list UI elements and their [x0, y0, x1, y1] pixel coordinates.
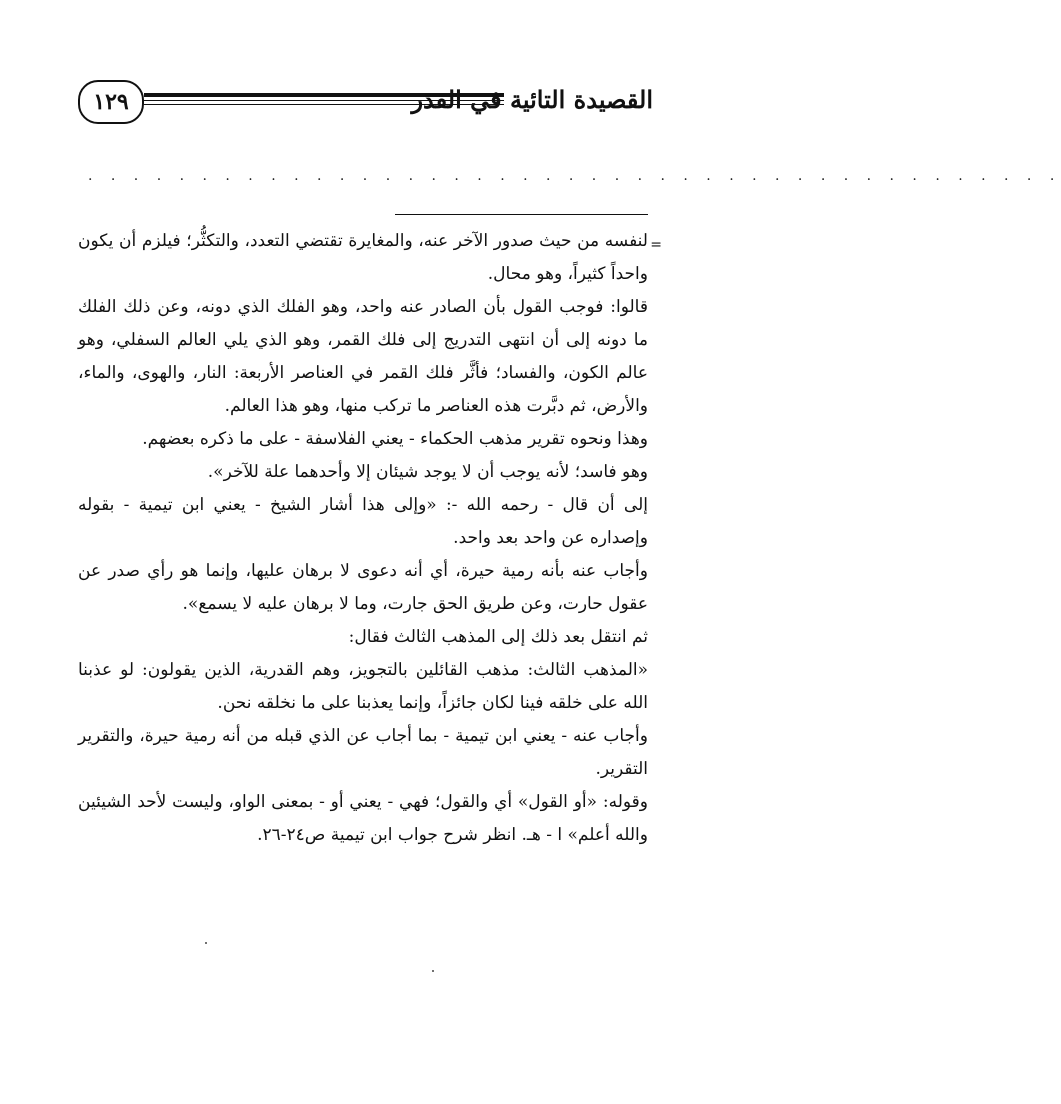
footnote-continuation: [78, 225, 662, 291]
paragraph: ثم انتقل بعد ذلك إلى المذهب الثالث فقال:: [348, 627, 648, 647]
paragraph: وقوله: «أو القول» أي والقول؛ فهي - يعني أو - بمعنى الواو، وليست لأحد الشيئين والله أعلم» ا - هـ. انظر شرح جواب ابن تيمية ص٢٤-٢٦.: [78, 792, 648, 845]
page-number: ١٢٩: [78, 80, 144, 124]
paragraph: وأجاب عنه بأنه رمية حيرة، أي أنه دعوى لا برهان عليها، وإنما هو رأي صدر عن عقول حارت، وعن طريق الحق جارت، وما لا برهان عليه لا يسمع».: [78, 561, 648, 614]
paragraph: إلى أن قال - رحمه الله -: «وإلى هذا أشار الشيخ - يعني ابن تيمية - بقوله وإصداره عن واحد بعد واحد.: [78, 495, 648, 548]
scan-speck: [205, 942, 207, 944]
paragraph: «المذهب الثالث: مذهب القائلين بالتجويز، وهم القدرية، الذين يقولون: لو عذبنا الله على خلقه فينا لكان جائزاً، وإنما يعذبنا على ما نخلقه نحن.: [78, 660, 648, 713]
scan-speck: [432, 970, 434, 972]
paragraph: وهذا ونحوه تقرير مذهب الحكماء - يعني الفلاسفة - على ما ذكره بعضهم.: [142, 429, 648, 449]
page-header: [78, 80, 653, 130]
running-title: القصيدة التائية في القدر: [411, 85, 653, 114]
paragraph: وأجاب عنه - يعني ابن تيمية - بما أجاب عن الذي قبله من أنه رمية حيرة، والتقرير التقرير.: [78, 726, 648, 779]
footnote-body: [78, 225, 662, 852]
paragraph: لنفسه من حيث صدور الآخر عنه، والمغايرة تقتضي التعدد، والتكثُّر؛ فيلزم أن يكون واحداً كثيراً، وهو محال.: [78, 231, 648, 284]
continuation-mark: =: [650, 237, 662, 253]
paragraph: قالوا: فوجب القول بأن الصادر عنه واحد، وهو الفلك الذي دونه، وعن ذلك الفلك ما دونه إلى أن انتهى التدريج إلى فلك القمر، وهو الذي يلي العالم السفلي، وهو عالم الكون، والفساد؛ فأثَّر فلك القمر في العناصر الأربعة: النار، والهوى، والماء، والأرض، ثم دبَّرت هذه العناصر ما تركب منها، وهو هذا العالم.: [78, 297, 648, 416]
dotted-separator: . . . . . . . . . . . . . . . . . . . . . . . . . . . . . . . . . . . . . . . . . . .: [88, 168, 1061, 184]
footnote-rule: [395, 214, 648, 215]
paragraph: وهو فاسد؛ لأنه يوجب أن لا يوجد شيئان إلا وأحدهما علة للآخر».: [207, 462, 648, 482]
